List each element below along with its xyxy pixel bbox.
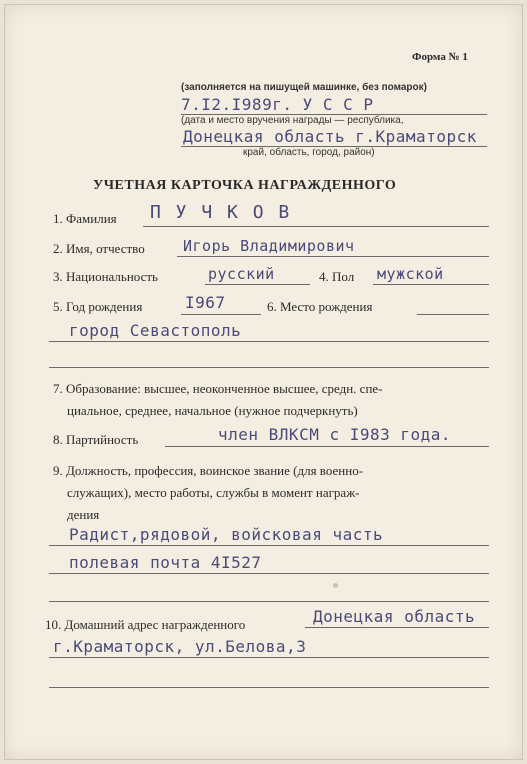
form-number: Форма № 1	[412, 51, 468, 63]
position-label-2: служащих), место работы, службы в момент награж-	[67, 485, 360, 500]
party-value: член ВЛКСМ с I983 года.	[218, 425, 452, 444]
position-line-2	[49, 573, 489, 574]
birth-year-line	[181, 314, 261, 315]
typing-instruction: (заполняется на пишущей машинке, без помарок)	[181, 82, 427, 93]
award-record-card	[4, 4, 523, 760]
stain-mark	[333, 583, 338, 588]
position-label-3: дения	[67, 507, 100, 522]
nationality-label: 3. Национальность	[53, 269, 158, 284]
birth-year-label: 5. Год рождения	[53, 299, 143, 314]
party-line	[165, 446, 489, 447]
name-patronymic-value: Игорь Владимирович	[183, 237, 355, 255]
birthplace-label: 6. Место рождения	[267, 299, 373, 314]
home-address-value-2: г.Краматорск, ул.Белова,3	[53, 637, 307, 656]
blank-line-1	[49, 367, 489, 368]
position-value-2: полевая почта 4I527	[69, 553, 262, 572]
birthplace-value: город Севастополь	[69, 321, 242, 340]
position-label: 9. Должность, профессия, воинское звание (для военно-	[53, 463, 364, 478]
surname-line	[143, 226, 489, 227]
education-label: 7. Образование: высшее, неоконченное высшее, средн. спе-	[53, 381, 383, 396]
name-patronymic-label: 2. Имя, отчество	[53, 241, 145, 256]
party-label: 8. Партийность	[53, 432, 139, 447]
region-caption: край, область, город, район)	[243, 147, 375, 158]
gender-label: 4. Пол	[319, 269, 355, 284]
birth-year-value: I967	[185, 293, 226, 312]
award-date-place-value: 7.I2.I989г. У С С Р	[181, 95, 374, 114]
card-title: УЧЕТНАЯ КАРТОЧКА НАГРАЖДЕННОГО	[93, 178, 397, 193]
award-date-caption: (дата и место вручения награды — республика,	[181, 115, 404, 126]
birthplace-line-1	[417, 314, 489, 315]
surname-value: П У Ч К О В	[150, 202, 292, 223]
education-options: циальное, среднее, начальное (нужное подчеркнуть)	[67, 403, 358, 418]
home-address-label: 10. Домашний адрес награжденного	[45, 617, 246, 632]
gender-value: мужской	[377, 265, 444, 283]
birthplace-line-2	[49, 341, 489, 342]
blank-line-3	[49, 687, 489, 688]
position-line-1	[49, 545, 489, 546]
position-value-1: Радист,рядовой, войсковая часть	[69, 525, 384, 544]
name-line	[177, 256, 489, 257]
address-line-1	[305, 627, 489, 628]
gender-line	[373, 284, 489, 285]
surname-label: 1. Фамилия	[53, 211, 117, 226]
region-value: Донецкая область г.Краматорск	[183, 127, 477, 146]
blank-line-2	[49, 601, 489, 602]
nationality-value: русский	[208, 265, 275, 283]
address-line-2	[49, 657, 489, 658]
nationality-line	[205, 284, 310, 285]
home-address-value-1: Донецкая область	[313, 607, 476, 626]
